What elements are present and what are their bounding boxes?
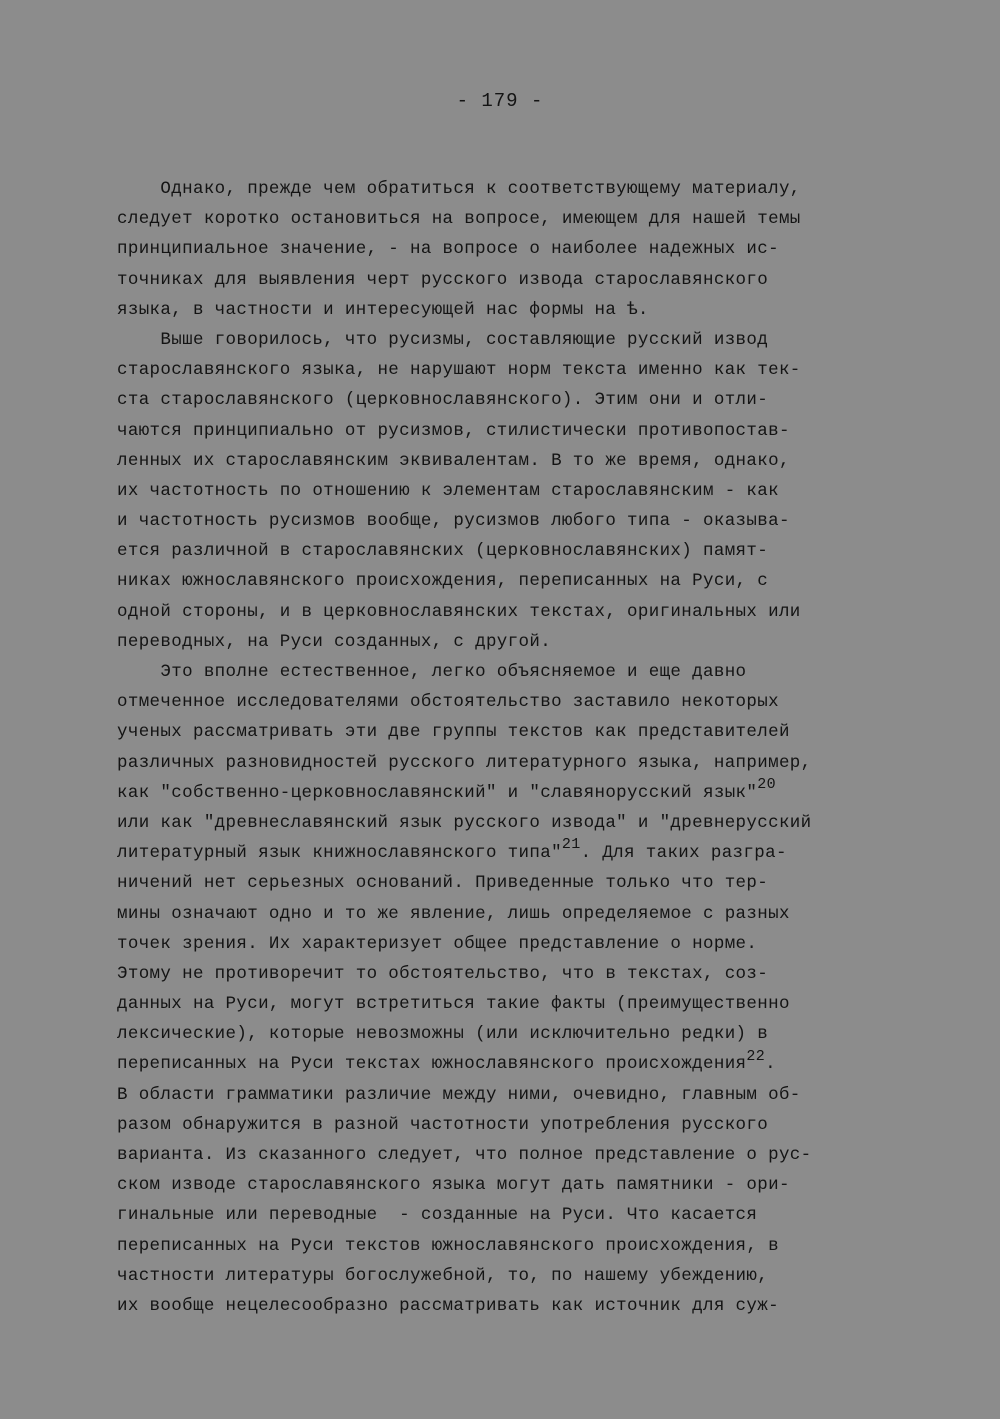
line-text: чаются принципиально от русизмов, стилистически противопостав- [117, 420, 790, 441]
line-text: и частотность русизмов вообще, русизмов любого типа - оказыва- [117, 511, 790, 532]
line-text: точниках для выявления черт русского извода старославянского [117, 269, 769, 290]
line-text: одной стороны, и в церковнославянских текстах, оригинальных или [117, 601, 801, 622]
text-line [117, 808, 897, 838]
line-text: частности литературы богослужебной, то, по нашему убеждению, [117, 1265, 769, 1286]
text-line [117, 838, 897, 868]
line-text: литературный язык книжнославянского типа" [117, 843, 562, 864]
line-text: ничений нет серьезных оснований. Приведенные только что тер- [117, 873, 769, 894]
line-text: разом обнаружится в разной частотности употребления русского [117, 1114, 769, 1135]
page-number: - 179 - [456, 90, 544, 112]
line-text: мины означают одно и то же явление, лишь определяемое с разных [117, 903, 790, 924]
line-text: ском изводе старославянского языка могут дать памятники - ори- [117, 1175, 790, 1196]
text-line [117, 657, 897, 687]
text-line [117, 959, 897, 989]
text-line [117, 325, 897, 355]
line-text: ученых рассматривать эти две группы текстов как представителей [117, 722, 790, 743]
line-text: переписанных на Руси текстах южнославянского происхождения [117, 1054, 747, 1075]
text-line [117, 868, 897, 898]
line-text: или как "древнеславянский язык русского извода" и "древнерусский [117, 812, 812, 833]
text-line [117, 775, 897, 808]
line-text: гинальные или переводные - созданные на Руси. Что касается [117, 1205, 758, 1226]
line-text: Выше говорилось, что русизмы, составляющие русский извод [117, 329, 769, 350]
text-line [117, 929, 897, 959]
line-text: ленных их старославянским эквивалентам. В то же время, однако, [117, 450, 790, 471]
text-line [117, 1291, 897, 1321]
line-text: никах южнославянского происхождения, переписанных на Руси, с [117, 571, 769, 592]
text-line [117, 597, 897, 627]
text-line [117, 174, 897, 204]
text-line [117, 234, 897, 264]
text-line [117, 295, 897, 325]
line-text: их вообще нецелесообразно рассматривать как источник для суж- [117, 1295, 779, 1316]
line-text: переписанных на Руси текстов южнославянского происхождения, в [117, 1235, 779, 1256]
line-text: следует коротко остановиться на вопросе, имеющем для нашей темы [117, 209, 801, 230]
text-line [117, 506, 897, 536]
footnote-marker: 21 [561, 836, 581, 854]
text-line [117, 566, 897, 596]
text-line [117, 204, 897, 234]
line-text: В области грамматики различие между ними, очевидно, главным об- [117, 1084, 801, 1105]
line-text: различных разновидностей русского литературного языка, например, [117, 752, 812, 773]
line-text: старославянского языка, не нарушают норм текста именно как тек- [117, 360, 801, 381]
body-text [117, 174, 897, 1321]
text-line [117, 989, 897, 1019]
text-line [117, 1200, 897, 1230]
text-line [117, 476, 897, 506]
line-text: ста старославянского (церковнославянского). Этим они и отли- [117, 390, 769, 411]
text-line [117, 1049, 897, 1079]
line-text: варианта. Из сказанного следует, что полное представление о рус- [117, 1145, 812, 1165]
text-line [117, 1140, 897, 1170]
text-line [117, 1019, 897, 1049]
text-line [117, 1080, 897, 1110]
text-line [117, 1231, 897, 1261]
line-text: ется различной в старославянских (церковнославянских) памят- [117, 541, 769, 562]
line-text-after: . [765, 1054, 776, 1075]
text-line [117, 265, 897, 295]
line-text-after: . Для таких разгра- [580, 843, 787, 864]
line-text: принципиальное значение, - на вопросе о наиболее надежных ис- [117, 239, 779, 260]
line-text: лексические), которые невозможны (или исключительно редки) в [117, 1024, 769, 1045]
line-text: Этому не противоречит то обстоятельство, что в текстах, соз- [117, 963, 769, 984]
line-text: точек зрения. Их характеризует общее представление о норме. [117, 933, 758, 954]
text-line [117, 536, 897, 566]
line-text: Однако, прежде чем обратиться к соответствующему материалу, [117, 179, 801, 199]
text-line [117, 627, 897, 657]
line-text: данных на Руси, могут встретиться такие факты (преимущественно [117, 994, 790, 1015]
line-text: Это вполне естественное, легко объясняемое и еще давно [117, 662, 747, 682]
line-text: их частотность по отношению к элементам старославянским - как [117, 480, 779, 501]
text-line [117, 355, 897, 385]
line-text: отмеченное исследователями обстоятельство заставило некоторых [117, 692, 779, 713]
line-text: переводных, на Руси созданных, с другой. [117, 631, 552, 652]
text-line [117, 687, 897, 717]
footnote-marker: 20 [757, 775, 776, 793]
text-line [117, 416, 897, 446]
text-line [117, 717, 897, 747]
text-line [117, 1261, 897, 1291]
line-text: языка, в частности и интересующей нас формы на ѣ. [117, 299, 649, 320]
text-line [117, 446, 897, 476]
text-line [117, 899, 897, 929]
text-line [117, 1110, 897, 1140]
text-line [117, 385, 897, 415]
text-line [117, 1170, 897, 1200]
footnote-marker: 22 [746, 1047, 766, 1065]
text-line [117, 748, 897, 778]
line-text: как "собственно-церковнославянский" и "славянорусский язык" [117, 782, 758, 803]
